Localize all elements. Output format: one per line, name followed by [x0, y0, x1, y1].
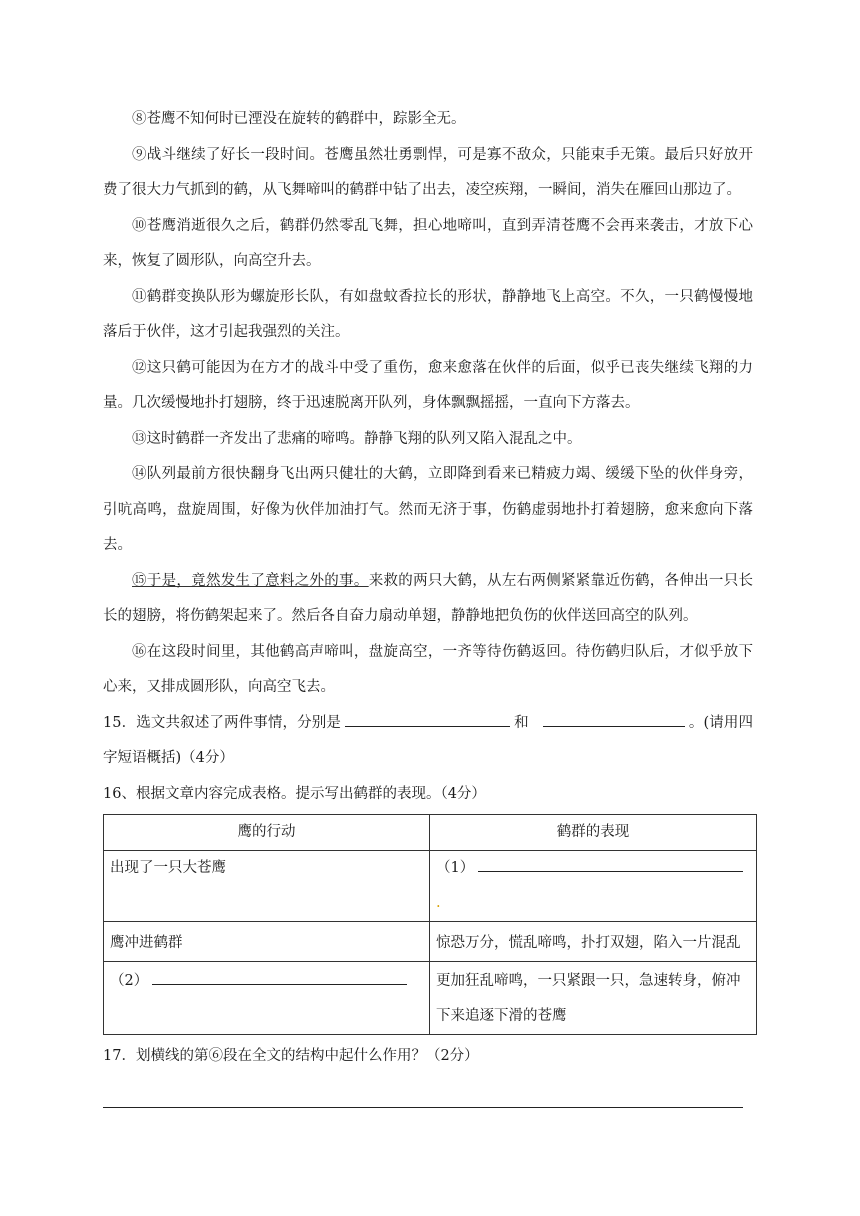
paragraph-9: ⑨战斗继续了好长一段时间。苍鹰虽然壮勇剽悍，可是寡不敌众，只能束手无策。最后只好放开费了很大力气抓到的鹤，从飞舞啼叫的鹤群中钻了出去，凌空疾翔，一瞬间，消失在雁回山那边了。 — [103, 146, 753, 198]
table-cell: 出现了一只大苍鹰 — [104, 851, 430, 922]
question-16-title: 16、根据文章内容完成表格。提示写出鹤群的表现。（4分） — [103, 785, 486, 802]
document-page — [103, 102, 753, 1108]
table-cell: 更加狂乱啼鸣，一只紧跟一只，急速转身，俯冲下来追逐下滑的苍鹰 — [430, 962, 757, 1035]
question-15-middle: 和 — [513, 714, 529, 731]
paragraph-13: ⑬这时鹤群一齐发出了悲痛的啼鸣。静静飞翔的队列又陷入混乱之中。 — [132, 430, 582, 447]
blank-label-1: （1） — [436, 860, 475, 876]
answer-line-17[interactable] — [103, 1083, 743, 1108]
paragraph-15 — [103, 564, 753, 635]
underlined-sentence: ⑮于是，竟然发生了意料之外的事。 — [132, 572, 369, 589]
answer-blank-15a[interactable] — [345, 708, 510, 727]
table-header-hawk: 鹰的行动 — [104, 815, 430, 851]
question-15-suffix: 。(请用四字短语概括)（4分） — [103, 714, 753, 766]
answer-blank-16-2[interactable] — [152, 966, 407, 985]
table-row — [104, 962, 757, 1035]
paragraph-12: ⑫这只鹤可能因为在方才的战斗中受了重伤，愈来愈落在伙伴的后面，似乎已丧失继续飞翔的力量。几次缓慢地扑打翅膀，终于迅速脱离开队列，身体飘飘摇摇，一直向下方落去。 — [103, 359, 753, 411]
table-row — [104, 851, 757, 922]
question-15 — [103, 706, 753, 777]
answer-table — [103, 814, 757, 1035]
blank-label-2: （2） — [110, 973, 149, 989]
table-header-cranes: 鹤群的表现 — [430, 815, 757, 851]
paragraph-11: ⑪鹤群变换队形为螺旋形长队，有如盘蚊香拉长的形状，静静地飞上高空。不久，一只鹤慢慢地落后于伙伴，这才引起我强烈的关注。 — [103, 288, 753, 340]
answer-blank-15b[interactable] — [543, 708, 685, 727]
paragraph-10: ⑩苍鹰消逝很久之后，鹤群仍然零乱飞舞，担心地啼叫，直到弄清苍鹰不会再来袭击，才放下心来，恢复了圆形队，向高空升去。 — [103, 217, 753, 269]
answer-blank-16-1[interactable] — [478, 853, 743, 872]
paragraph-8: ⑧苍鹰不知何时已湮没在旋转的鹤群中，踪影全无。 — [132, 111, 466, 127]
paragraph-16: ⑯在这段时间里，其他鹤高声啼叫，盘旋高空，一齐等待伤鹤返回。待伤鹤归队后，才似乎放下心来，又排成圆形队，向高空飞去。 — [103, 643, 753, 695]
marker-dot: . — [436, 895, 441, 911]
table-header-row — [104, 815, 757, 851]
table-row — [104, 922, 757, 962]
table-cell-blank-1[interactable] — [430, 851, 757, 922]
table-cell: 鹰冲进鹤群 — [104, 922, 430, 962]
question-15-prefix: 15．选文共叙述了两件事情，分别是 — [103, 714, 341, 731]
paragraph-15-rest: 来救的两只大鹤，从左右两侧紧紧靠近伤鹤，各伸出一只长长的翅膀，将伤鹤架起来了。然后各自奋力扇动单翅，静静地把负伤的伙伴送回高空的队列。 — [103, 572, 754, 624]
table-cell-blank-2[interactable] — [104, 962, 430, 1035]
question-17: 17．划横线的第⑥段在全文的结构中起什么作用？（2分） — [103, 1048, 479, 1064]
table-cell: 惊恐万分，慌乱啼鸣，扑打双翅，陷入一片混乱 — [430, 922, 757, 962]
paragraph-14: ⑭队列最前方很快翻身飞出两只健壮的大鹤，立即降到看来已精疲力竭、缓缓下坠的伙伴身旁，引吭高鸣，盘旋周围，好像为伙伴加油打气。然而无济于事，伤鹤虚弱地扑打着翅膀，愈来愈向下落去。 — [103, 466, 753, 553]
